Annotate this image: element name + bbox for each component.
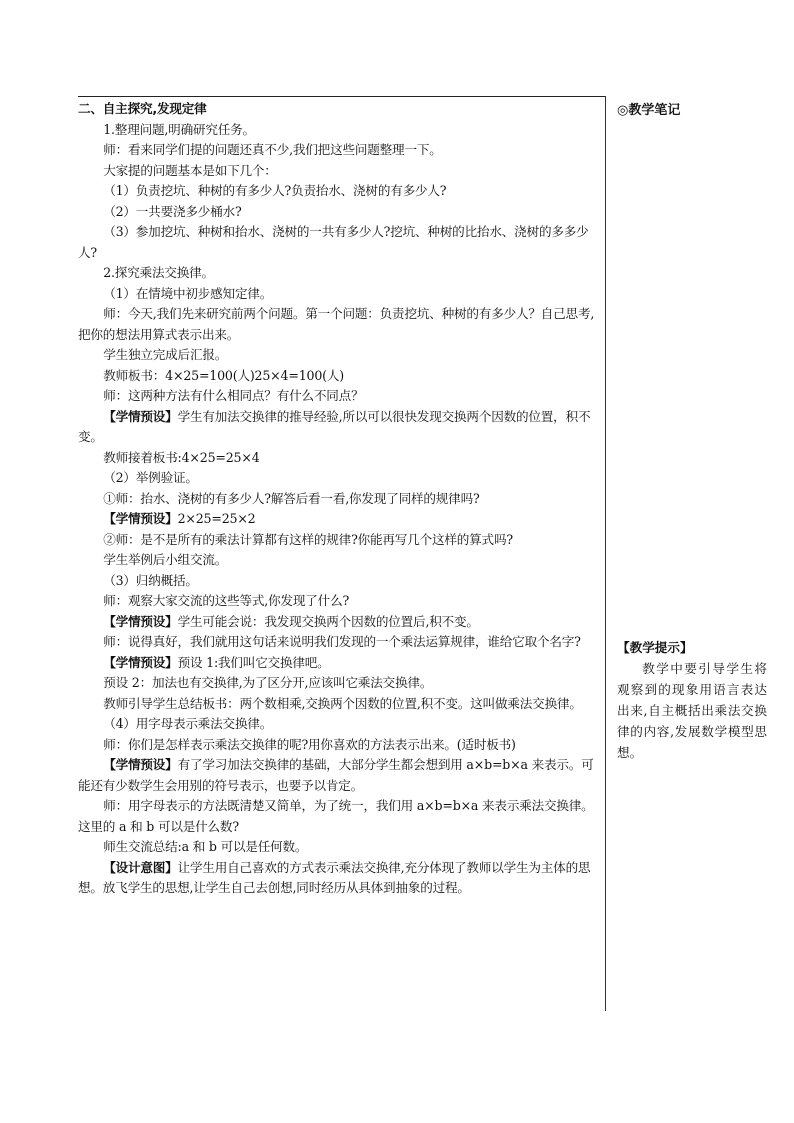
line-text: 师：用字母表示的方法既清楚又简单，为了统一，我们用 a×b=b×a 来表示乘法交换律。这里的 a 和 b 可以是什么数? xyxy=(78,798,594,834)
line-text: 师：你们是怎样表示乘法交换律的呢?用你喜欢的方法表示出来。(适时板书) xyxy=(103,736,516,752)
teaching-tip-title: 【教学提示】 xyxy=(617,640,693,655)
line-text: 2×25=25×2 xyxy=(177,511,256,526)
line-text: （4）用字母表示乘法交换律。 xyxy=(103,716,273,731)
paragraph xyxy=(78,612,600,633)
paragraph xyxy=(78,140,600,161)
line-text: 师生交流总结:a 和 b 可以是任何数。 xyxy=(103,839,308,854)
paragraph xyxy=(78,345,600,366)
annotation-tag: 【学情预设】 xyxy=(103,654,178,670)
line-text: 师：看来同学们提的问题还真不少,我们把这些问题整理一下。 xyxy=(103,142,442,157)
line-text: 教师引导学生总结板书：两个数相乘,交换两个因数的位置,积不变。这叫做乘法交换律。 xyxy=(103,695,582,711)
paragraph xyxy=(78,653,600,674)
line-text: ②师：是不是所有的乘法计算都有这样的规律?你能再写几个这样的算式吗? xyxy=(103,531,513,547)
line-text: 教师板书：4×25=100(人)25×4=100(人) xyxy=(103,367,344,383)
annotation-tag: 【学情预设】 xyxy=(103,511,178,526)
line-text: 师：这两种方法有什么相同点？有什么不同点？ xyxy=(103,388,364,403)
line-text: 师：今天,我们先来研究前两个问题。第一个问题：负责挖坑、种树的有多少人？自己思考,把你的想法用算式表示出来。 xyxy=(78,306,595,342)
line-text: 1.整理问题,明确研究任务。 xyxy=(103,121,255,137)
line-text: （2）举例验证。 xyxy=(103,470,198,485)
line-text: 学生有加法交换律的推导经验,所以可以很快发现交换两个因数的位置，积不变。 xyxy=(78,408,591,444)
line-text: （1）在情境中初步感知定律。 xyxy=(103,285,273,301)
line-text: 预设 1:我们叫它交换律吧。 xyxy=(177,654,330,670)
main-column xyxy=(78,99,600,899)
paragraph xyxy=(78,796,600,837)
paragraph xyxy=(78,489,600,510)
paragraph xyxy=(78,509,600,530)
section-title: 二、自主探究,发现定律 xyxy=(78,101,207,116)
paragraph xyxy=(78,694,600,715)
teaching-tip xyxy=(617,637,767,763)
line-text: 预设 2：加法也有交换律,为了区分开,应该叫它乘法交换律。 xyxy=(103,675,433,690)
line-text: 教师接着板书:4×25=25×4 xyxy=(103,449,260,465)
line-text: （1）负责挖坑、种树的有多少人?负责抬水、浇树的有多少人? xyxy=(103,183,447,198)
line-text: （3）归纳概括。 xyxy=(103,572,198,588)
line-text: 学生独立完成后汇报。 xyxy=(103,347,228,362)
paragraph xyxy=(78,571,600,592)
line-text: （2）一共要浇多少桶水? xyxy=(103,203,242,219)
paragraph xyxy=(78,673,600,694)
annotation-tag: 【学情预设】 xyxy=(103,757,178,772)
paragraph xyxy=(78,714,600,735)
paragraph xyxy=(78,263,600,284)
line-text: 有了学习加法交换律的基础，大部分学生都会想到用 a×b=b×a 来表示。可能还有少数学生会用别的符号表示，也要予以肯定。 xyxy=(78,757,594,793)
paragraph xyxy=(78,837,600,858)
paragraph xyxy=(78,858,600,899)
paragraph xyxy=(78,407,600,448)
paragraph xyxy=(78,735,600,756)
paragraph xyxy=(78,366,600,387)
paragraph xyxy=(78,550,600,571)
paragraph xyxy=(78,120,600,141)
annotation-tag: 【学情预设】 xyxy=(103,613,178,629)
line-text: 2.探究乘法交换律。 xyxy=(103,265,214,280)
line-text: 学生举例后小组交流。 xyxy=(103,552,228,567)
annotation-tag: 【学情预设】 xyxy=(103,408,178,424)
paragraph xyxy=(78,755,600,796)
paragraph xyxy=(78,468,600,489)
paragraph xyxy=(78,222,600,263)
paragraph xyxy=(78,304,600,345)
line-text: ①师：抬水、浇树的有多少人?解答后看一看,你发现了同样的规律吗? xyxy=(103,490,480,506)
line-text: 师：说得真好，我们就用这句话来说明我们发现的一个乘法运算规律，谁给它取个名字? xyxy=(103,634,581,649)
table-top-border xyxy=(78,96,606,97)
paragraph xyxy=(78,386,600,407)
line-text: 师：观察大家交流的这些等式,你发现了什么? xyxy=(103,593,350,608)
line-text: 让学生用自己喜欢的方式表示乘法交换律,充分体现了教师以学生为主体的思想。放飞学生的思想,让学生自己去创想,同时经历从具体到抽象的过程。 xyxy=(78,859,591,895)
teaching-notes-title: ◎教学笔记 xyxy=(617,103,681,118)
annotation-tag: 【设计意图】 xyxy=(103,859,178,875)
paragraph xyxy=(78,591,600,612)
line-text: （3）参加挖坑、种树和抬水、浇树的一共有多少人?挖坑、种树的比抬水、浇树的多多少人? xyxy=(78,224,589,260)
paragraph xyxy=(78,530,600,551)
paragraph xyxy=(78,161,600,182)
paragraph xyxy=(78,181,600,202)
line-text: 大家提的问题基本是如下几个： xyxy=(103,162,277,178)
paragraph xyxy=(78,632,600,653)
paragraph xyxy=(78,448,600,469)
teaching-tip-text: 教学中要引导学生将观察到的现象用语言表达出来,自主概括出乘法交换律的内容,发展数学模型思想。 xyxy=(617,661,767,760)
paragraph xyxy=(78,202,600,223)
paragraph xyxy=(78,284,600,305)
column-divider xyxy=(605,96,606,1011)
line-text: 学生可能会说：我发现交换两个因数的位置后,积不变。 xyxy=(177,613,479,629)
